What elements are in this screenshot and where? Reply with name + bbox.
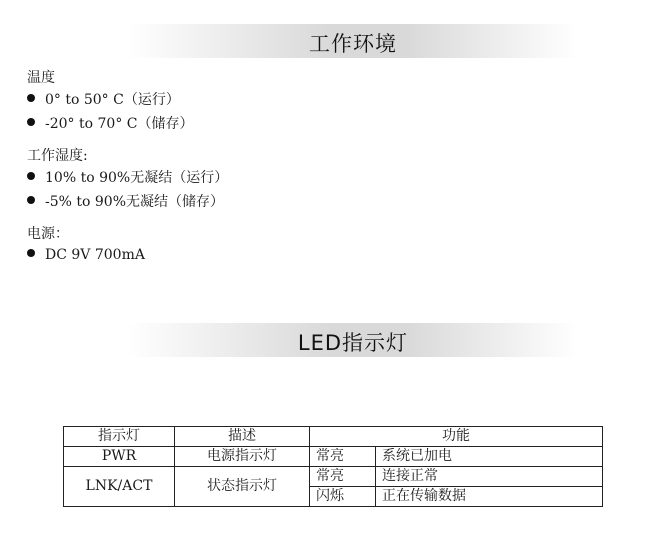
- bullet-icon: [27, 196, 35, 204]
- list-item: -5% to 90%无凝结（储存）: [27, 191, 224, 211]
- description-cell: 电源指示灯: [175, 447, 310, 467]
- header-indicator: 指示灯: [64, 427, 175, 447]
- state-cell: 常亮: [310, 467, 376, 487]
- table-row: [64, 447, 603, 467]
- description-cell: 状态指示灯: [175, 467, 310, 507]
- led-indicator-table: [63, 426, 603, 507]
- bullet-icon: [27, 249, 35, 257]
- bullet-icon: [27, 118, 35, 126]
- power-label: 电源：: [27, 226, 69, 242]
- env-section-banner: [128, 24, 578, 58]
- list-item: DC 9V 700mA: [27, 247, 145, 263]
- led-section-banner: [128, 323, 578, 357]
- state-cell: 闪烁: [310, 487, 376, 507]
- meaning-cell: 连接正常: [376, 467, 603, 487]
- bullet-icon: [27, 94, 35, 102]
- list-item: 10% to 90%无凝结（运行）: [27, 167, 228, 187]
- header-function: 功能: [310, 427, 603, 447]
- humidity-label: 工作湿度:: [27, 148, 88, 164]
- table-header-row: [64, 427, 603, 447]
- meaning-cell: 正在传输数据: [376, 487, 603, 507]
- indicator-cell: PWR: [64, 447, 175, 467]
- meaning-cell: 系统已加电: [376, 447, 603, 467]
- env-section-title: 工作环境: [309, 32, 397, 56]
- header-description: 描述: [175, 427, 310, 447]
- table-row: [64, 467, 603, 487]
- temperature-label: 温度: [27, 70, 55, 86]
- list-item: 0° to 50° C（运行）: [27, 89, 180, 109]
- indicator-cell: LNK/ACT: [64, 467, 175, 507]
- state-cell: 常亮: [310, 447, 376, 467]
- led-section-title: LED指示灯: [297, 331, 409, 355]
- list-item: -20° to 70° C（储存）: [27, 113, 193, 133]
- bullet-icon: [27, 172, 35, 180]
